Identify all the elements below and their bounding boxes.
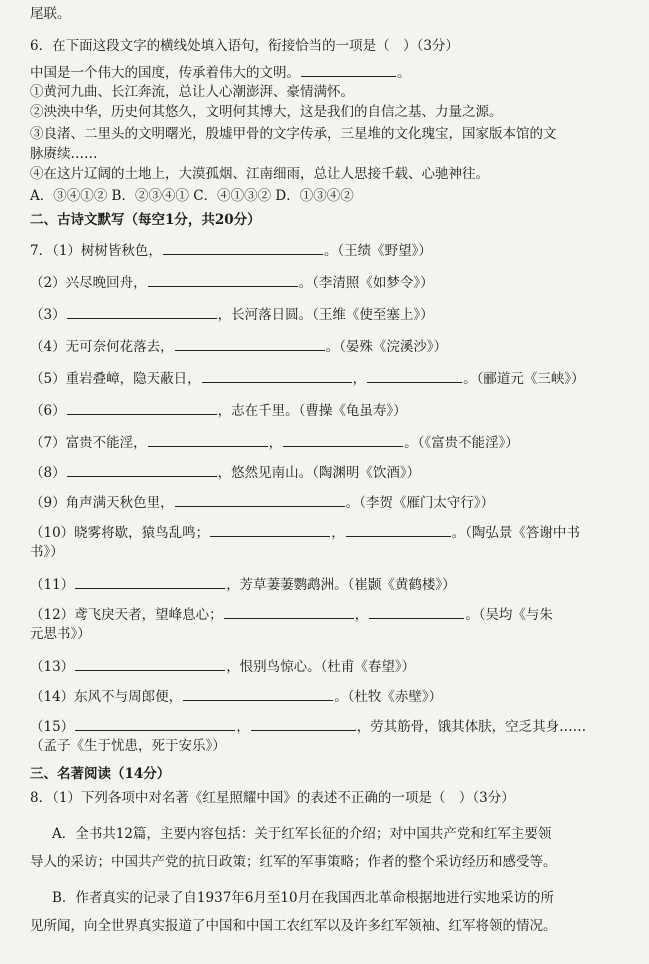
item-text: （10）晓雾将歇，猿鸟乱鸣； [30, 525, 210, 541]
comma: ， [354, 607, 369, 623]
q8-stem: 8．（1）下列各项中对名著《红星照耀中国》的表述不正确的一项是（ ）（3分） [30, 790, 515, 806]
item-text: （7）富贵不能淫， [30, 435, 147, 451]
q7-item-9 [30, 492, 629, 512]
answer-blank[interactable] [67, 462, 217, 477]
comma: ， [268, 435, 283, 451]
item-text: （5）重岩叠嶂，隐天蔽日， [30, 371, 201, 387]
item-source: 。（《富贵不能淫》） [404, 435, 519, 451]
q8-option-b: B．作者真实的记录了自1937年6月至10月在我国西北革命根据地进行实地采访的所 [52, 890, 555, 906]
q7-item-1 [30, 240, 629, 260]
q8-option-b-cont: 见所闻，向全世界真实报道了中国和中国工农红军以及许多红军领袖、红军将领的情况。 [30, 918, 557, 934]
q7-item-8 [30, 462, 629, 482]
item-text: （9）角声满天秋色里， [30, 495, 174, 511]
section-3-heading: 三、名著阅读（14分） [30, 766, 171, 782]
q7-item-12 [30, 604, 629, 624]
q7-item-13 [30, 656, 629, 676]
answer-blank[interactable] [367, 368, 462, 383]
item-source: 。（陶弘景《答谢中书 [451, 525, 580, 541]
item-text: （6） [30, 403, 66, 419]
q8-option-a-cont: 导人的采访；中国共产党的抗日政策；红军的军事策略；作者的整个采访经历和感受等。 [30, 854, 557, 870]
q6-option-2: ②泱泱中华，历史何其悠久，文明何其博大，这是我们的自信之基、力量之源。 [30, 104, 503, 120]
q7-item-4 [30, 336, 629, 356]
item-source: 。（李贺《雁门太守行》） [345, 495, 495, 511]
answer-blank[interactable] [301, 62, 396, 77]
item-source: 。（李清照《如梦令》） [298, 275, 434, 291]
section-2-heading: 二、古诗文默写（每空1分，共20分） [30, 212, 261, 228]
answer-blank[interactable] [224, 604, 354, 619]
item-text: （8） [30, 465, 66, 481]
item-source: 。（杜牧《赤壁》） [334, 689, 443, 705]
item-source: 。（晏殊《浣溪沙》） [325, 339, 448, 355]
item-text: （13） [30, 659, 75, 675]
q7-item-2 [30, 272, 629, 292]
answer-blank[interactable] [75, 574, 225, 589]
q6-option-4: ④在这片辽阔的土地上，大漠孤烟、江南细雨，总让人思接千载、心驰神往。 [30, 166, 489, 182]
q7-item-7 [30, 432, 629, 452]
answer-blank[interactable] [202, 368, 352, 383]
q8-option-a: A．全书共12篇，主要内容包括：关于红军长征的介绍；对中国共产党和红军主要领 [52, 826, 552, 842]
answer-blank[interactable] [75, 716, 235, 731]
answer-blank[interactable] [283, 432, 403, 447]
q7-item-10-cont: 书》） [30, 544, 64, 560]
prev-question-tail: 尾联。 [30, 6, 71, 22]
q7-item-10 [30, 522, 629, 542]
answer-blank[interactable] [346, 522, 451, 537]
comma: ， [352, 371, 367, 387]
item-text: （15） [30, 719, 75, 735]
item-text: （4）无可奈何花落去， [30, 339, 174, 355]
q6-option-3: ③良渚、二里头的文明曙光，殷墟甲骨的文字传承，三星堆的文化瑰宝，国家版本馆的文 [30, 126, 557, 142]
item-source: ，恨别鸟惊心。（杜甫《春望》） [226, 659, 416, 675]
q7-item-14 [30, 686, 629, 706]
q6-sentence [30, 62, 629, 82]
answer-blank[interactable] [175, 492, 345, 507]
item-source: 。（郦道元《三峡》） [463, 371, 585, 387]
item-source: ，长河落日圆。（王维《使至塞上》） [217, 307, 434, 323]
q7-item-15-cont: （孟子《生于忧患，死于安乐》） [30, 738, 226, 754]
answer-blank[interactable] [210, 522, 330, 537]
q7-item-12-cont: 元思书》） [30, 626, 91, 642]
q7-item-5 [30, 368, 629, 388]
q6-sentence-text: 中国是一个伟大的国度，传承着伟大的文明。 [30, 65, 300, 81]
comma: ， [331, 525, 345, 541]
item-text: 7．（1）树树皆秋色， [30, 243, 162, 259]
item-text: （14）东风不与周郎便， [30, 689, 183, 705]
q7-item-3 [30, 304, 629, 324]
item-source: ，劳其筋骨，饿其体肤，空乏其身…… [356, 719, 587, 735]
answer-blank[interactable] [67, 400, 217, 415]
item-text: （2）兴尽晚回舟， [30, 275, 147, 291]
answer-blank[interactable] [163, 240, 323, 255]
q6-option-1: ①黄河九曲、长江奔流，总让人心潮澎湃、豪情满怀。 [30, 84, 354, 100]
answer-blank[interactable] [251, 716, 356, 731]
answer-blank[interactable] [148, 272, 298, 287]
answer-blank[interactable] [67, 304, 217, 319]
item-text: （3） [30, 307, 66, 323]
q7-item-6 [30, 400, 629, 420]
q6-sentence-end: 。 [397, 65, 411, 81]
answer-blank[interactable] [369, 604, 464, 619]
q7-item-15 [30, 716, 629, 736]
item-source: 。（吴均《与朱 [465, 607, 553, 623]
item-source: ，志在千里。（曹操《龟虽寿》） [217, 403, 407, 419]
item-text: （12）鸢飞戾天者，望峰息心； [30, 607, 223, 623]
answer-blank[interactable] [75, 656, 225, 671]
comma: ， [236, 719, 250, 735]
q6-stem: 6．在下面这段文字的横线处填入语句，衔接恰当的一项是（ ）（3分） [30, 38, 459, 54]
answer-blank[interactable] [175, 336, 325, 351]
item-source: ，芳草萋萋鹦鹉洲。（崔颢《黄鹤楼》） [226, 577, 456, 593]
q6-answer-choices: A．③④①② B．②③④① C．④①③② D．①③④② [30, 188, 354, 204]
answer-blank[interactable] [183, 686, 333, 701]
answer-blank[interactable] [148, 432, 268, 447]
item-text: （11） [30, 577, 75, 593]
q7-item-11 [30, 574, 629, 594]
item-source: ，悠然见南山。（陶渊明《饮酒》） [217, 465, 421, 481]
item-source: 。（王绩《野望》） [323, 243, 432, 259]
q6-option-3-cont: 脉赓续…… [30, 146, 98, 162]
